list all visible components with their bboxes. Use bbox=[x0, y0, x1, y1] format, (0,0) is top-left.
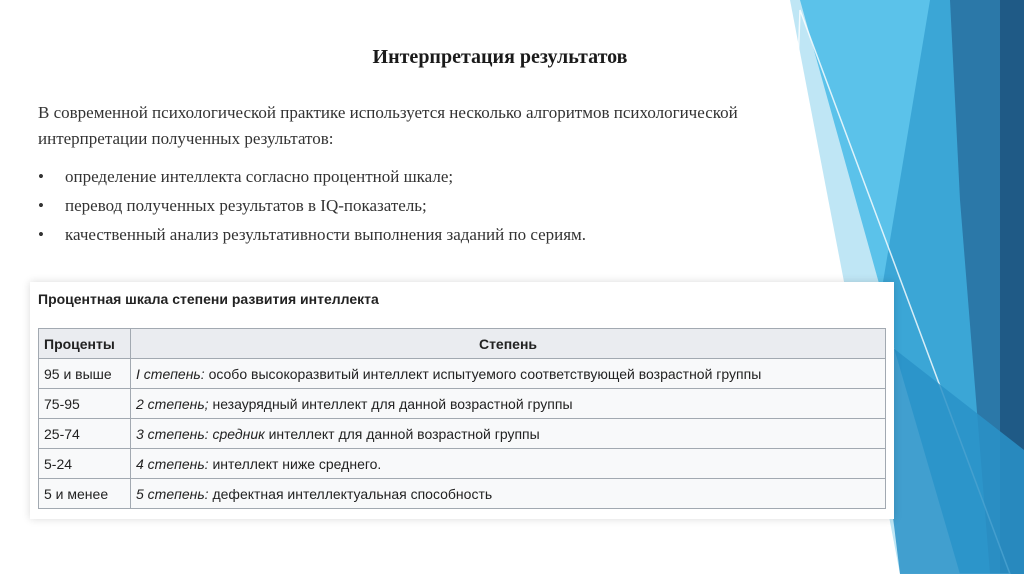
cell-percent: 25-74 bbox=[39, 419, 131, 449]
bullet-item bbox=[38, 220, 818, 249]
slide-title: Интерпретация результатов bbox=[372, 46, 628, 68]
degree-label: 3 степень: средник bbox=[136, 425, 265, 442]
degree-label: I степень: bbox=[136, 365, 205, 382]
table-row bbox=[39, 389, 886, 419]
degree-description: особо высокоразвитый интеллект испытуемого соответствующей возрастной группы bbox=[208, 365, 762, 382]
header-percent: Проценты bbox=[39, 329, 131, 359]
table-caption: Процентная шкала степени развития интеллекта bbox=[38, 291, 379, 307]
deco-navy-panel bbox=[1000, 0, 1024, 574]
cell-degree bbox=[131, 419, 886, 449]
degree-label: 2 степень; bbox=[136, 395, 209, 412]
bullet-marker: • bbox=[38, 196, 44, 215]
bullet-text: определение интеллекта согласно процентной шкале; bbox=[65, 167, 454, 186]
cell-degree bbox=[131, 449, 886, 479]
degree-description: интеллект для данной возрастной группы bbox=[268, 425, 540, 442]
degree-description: незаурядный интеллект для данной возрастной группы bbox=[212, 395, 573, 412]
scale-table bbox=[38, 328, 886, 509]
cell-degree bbox=[131, 389, 886, 419]
intro-paragraph: В современной психологической практике используется несколько алгоритмов психологической интерпретации полученных результатов: bbox=[38, 103, 738, 148]
bullet-text: перевод полученных результатов в IQ-показатель; bbox=[65, 196, 427, 215]
bullet-marker: • bbox=[38, 167, 44, 186]
cell-degree bbox=[131, 479, 886, 509]
table-row bbox=[39, 479, 886, 509]
scale-table-image bbox=[30, 282, 894, 519]
cell-percent: 5 и менее bbox=[39, 479, 131, 509]
table-row bbox=[39, 359, 886, 389]
table-header-row bbox=[39, 329, 886, 359]
cell-percent: 95 и выше bbox=[39, 359, 131, 389]
cell-percent: 75-95 bbox=[39, 389, 131, 419]
table-row bbox=[39, 449, 886, 479]
deco-mid-panel bbox=[880, 0, 1024, 574]
cell-degree bbox=[131, 359, 886, 389]
table-row bbox=[39, 419, 886, 449]
degree-label: 5 степень: bbox=[136, 485, 209, 502]
bullet-item bbox=[38, 162, 818, 191]
bullet-item bbox=[38, 191, 818, 220]
bullet-text: качественный анализ результативности выполнения заданий по сериям. bbox=[65, 225, 587, 244]
degree-label: 4 степень: bbox=[136, 455, 209, 472]
degree-description: интеллект ниже среднего. bbox=[212, 455, 382, 472]
degree-description: дефектная интеллектуальная способность bbox=[212, 485, 493, 502]
header-degree: Степень bbox=[131, 329, 886, 359]
cell-percent: 5-24 bbox=[39, 449, 131, 479]
deco-dark-panel bbox=[950, 0, 1024, 574]
bullet-marker: • bbox=[38, 225, 44, 244]
bullet-list bbox=[38, 162, 818, 249]
